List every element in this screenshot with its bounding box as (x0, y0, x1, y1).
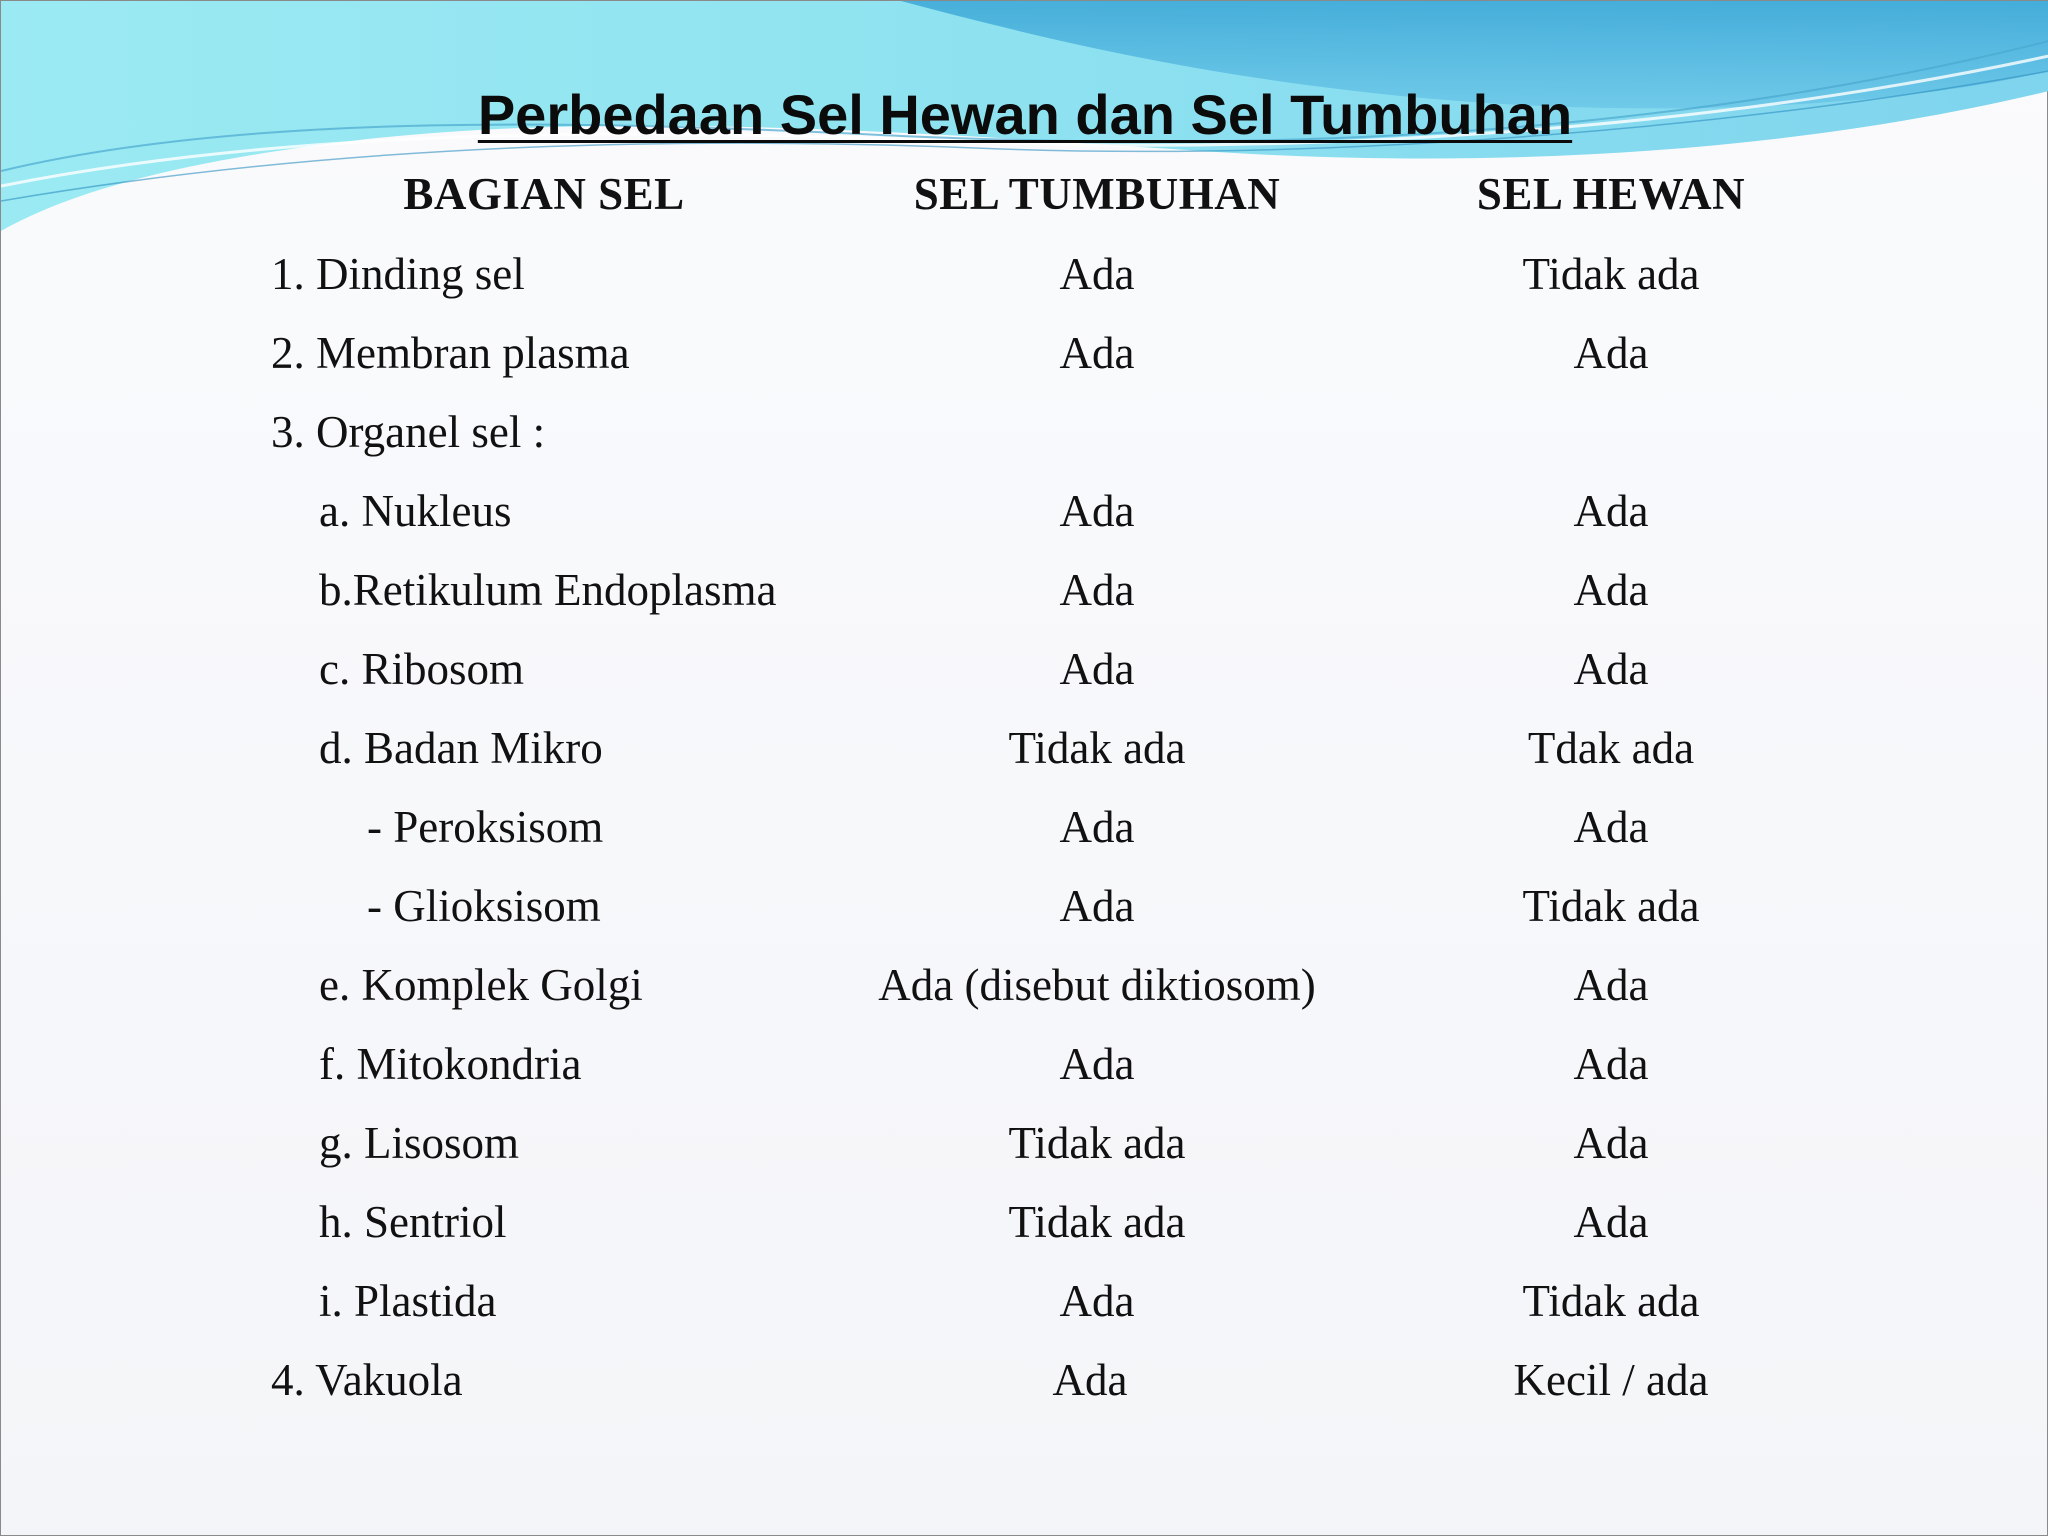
row-plant: Ada (1059, 486, 1135, 536)
table-row (1, 875, 2048, 937)
row-animal: Ada (1573, 486, 1649, 536)
table-row (1, 559, 2048, 621)
table-row (1, 1349, 2048, 1411)
row-part: b.Retikulum Endoplasma (319, 565, 777, 615)
header-sel-tumbuhan: SEL TUMBUHAN (913, 169, 1281, 219)
row-plant: Ada (1052, 1355, 1128, 1405)
row-animal: Tidak ada (1522, 881, 1700, 931)
table-row (1, 1112, 2048, 1174)
slide-title (1, 79, 2048, 151)
row-plant: Ada (1059, 644, 1135, 694)
row-plant: Ada (1059, 328, 1135, 378)
row-animal: Kecil / ada (1513, 1355, 1709, 1405)
row-part: h. Sentriol (319, 1197, 507, 1247)
table-row (1, 480, 2048, 542)
row-part: 4. Vakuola (271, 1355, 463, 1405)
table-row (1, 717, 2048, 779)
row-animal: Ada (1573, 328, 1649, 378)
table-row (1, 401, 2048, 463)
row-animal: Ada (1573, 565, 1649, 615)
row-animal: Ada (1573, 802, 1649, 852)
row-animal: Tidak ada (1522, 249, 1700, 299)
row-plant: Tidak ada (1008, 1118, 1186, 1168)
row-part: d. Badan Mikro (319, 723, 603, 773)
row-part: c. Ribosom (319, 644, 525, 694)
row-plant: Ada (1059, 802, 1135, 852)
row-plant: Ada (1059, 565, 1135, 615)
table-row (1, 954, 2048, 1016)
row-part: e. Komplek Golgi (319, 960, 643, 1010)
row-part: i. Plastida (319, 1276, 497, 1326)
table-row (1, 1033, 2048, 1095)
row-plant: Ada (1059, 881, 1135, 931)
row-part: 3. Organel sel : (271, 407, 546, 457)
row-animal: Ada (1573, 644, 1649, 694)
row-part: 1. Dinding sel (271, 249, 525, 299)
table-row (1, 1191, 2048, 1253)
row-animal: Ada (1573, 960, 1649, 1010)
row-animal: Ada (1573, 1118, 1649, 1168)
table-row (1, 796, 2048, 858)
row-plant: Ada (1059, 1276, 1135, 1326)
row-part: - Peroksisom (367, 802, 604, 852)
row-plant: Ada (1059, 1039, 1135, 1089)
header-bagian-sel: BAGIAN SEL (403, 169, 685, 219)
row-animal: Ada (1573, 1039, 1649, 1089)
row-part: f. Mitokondria (319, 1039, 582, 1089)
row-part: - Glioksisom (367, 881, 601, 931)
table-row (1, 638, 2048, 700)
row-part: 2. Membran plasma (271, 328, 630, 378)
table-row (1, 1270, 2048, 1332)
header-sel-hewan: SEL HEWAN (1476, 169, 1746, 219)
row-part: g. Lisosom (319, 1118, 520, 1168)
row-animal: Tidak ada (1522, 1276, 1700, 1326)
row-plant: Ada (disebut diktiosom) (878, 960, 1316, 1010)
table-row (1, 243, 2048, 305)
table-row (1, 322, 2048, 384)
row-animal: Tdak ada (1527, 723, 1695, 773)
slide-title-text: Perbedaan Sel Hewan dan Sel Tumbuhan (477, 83, 1573, 146)
row-plant: Tidak ada (1008, 723, 1186, 773)
row-part: a. Nukleus (319, 486, 512, 536)
row-animal: Ada (1573, 1197, 1649, 1247)
row-plant: Tidak ada (1008, 1197, 1186, 1247)
row-plant: Ada (1059, 249, 1135, 299)
